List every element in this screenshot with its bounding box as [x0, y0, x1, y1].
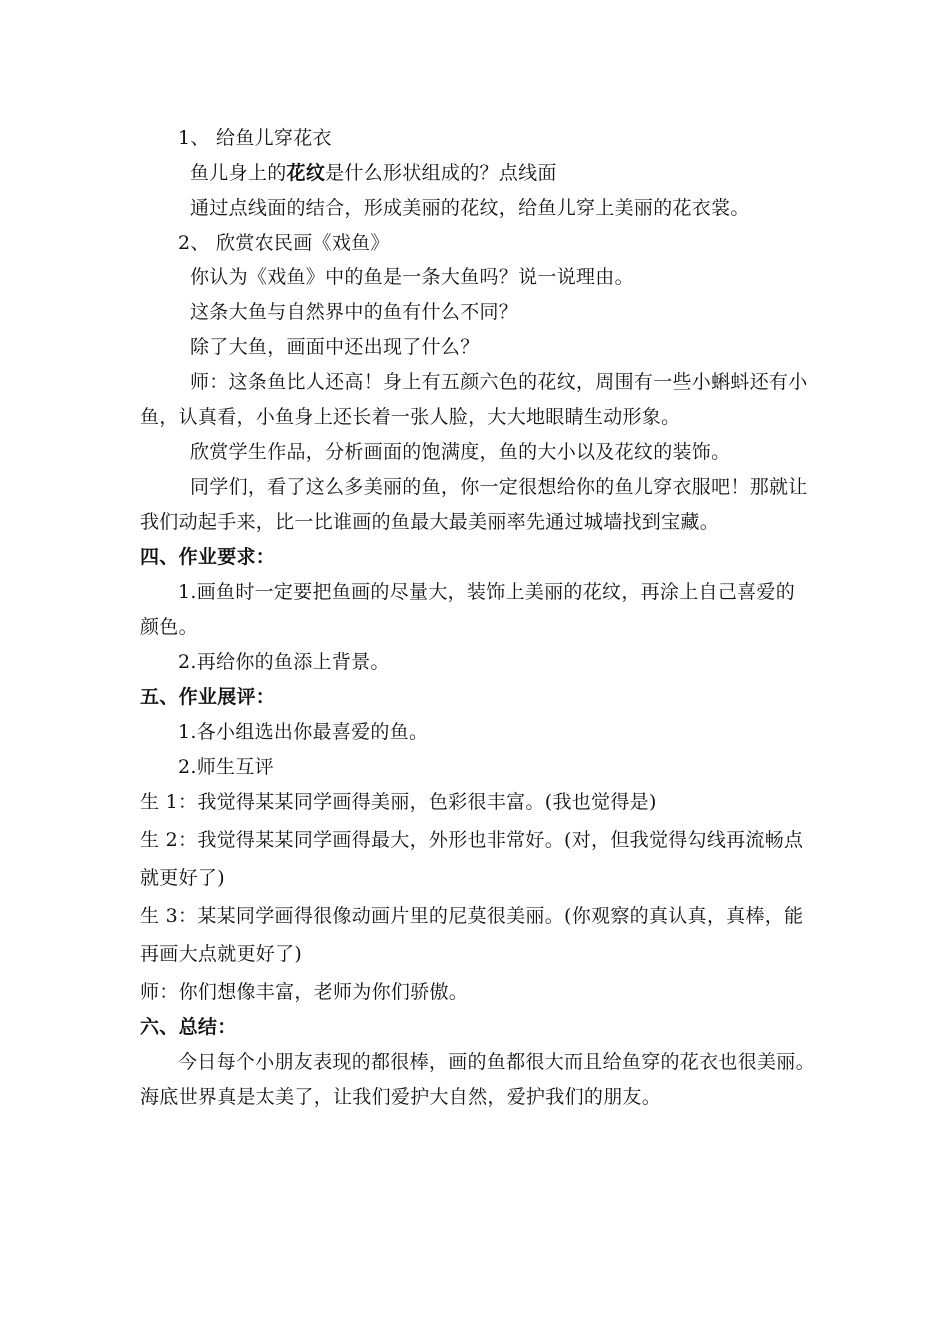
item-2-question-3: 除了大鱼，画面中还出现了什么？	[190, 336, 480, 358]
appreciation-paragraph: 欣赏学生作品，分析画面的饱满度，鱼的大小以及花纹的装饰。	[190, 441, 731, 463]
teacher-final-comment: 师：你们想像丰富，老师为你们骄傲。	[140, 981, 469, 1003]
encouragement-line-2: 我们动起手来，比一比谁画的鱼最大最美丽率先通过城墙找到宝藏。	[140, 511, 720, 533]
section-5-heading: 五、作业展评：	[140, 686, 276, 708]
student-2-comment-line-2: 就更好了)	[140, 867, 225, 889]
evaluation-2: 2.师生互评	[178, 756, 274, 778]
item-1-question-before: 鱼儿身上的	[190, 162, 287, 184]
requirement-1-line-2: 颜色。	[140, 616, 198, 638]
section-6-heading: 六、总结：	[140, 1016, 237, 1038]
summary-line-2: 海底世界真是太美了，让我们爱护大自然，爱护我们的朋友。	[140, 1086, 662, 1108]
student-2-comment-line-1: 生 2：我觉得某某同学画得最大，外形也非常好。(对，但我觉得勾线再流畅点	[140, 829, 804, 851]
item-1-question-after: 是什么形状组成的？点线面	[325, 162, 557, 184]
teacher-remark-line-2: 鱼，认真看，小鱼身上还长着一张人脸，大大地眼睛生动形象。	[140, 406, 681, 428]
item-2-question-1: 你认为《戏鱼》中的鱼是一条大鱼吗？说一说理由。	[190, 266, 634, 288]
item-2-heading: 2、 欣赏农民画《戏鱼》	[178, 232, 390, 254]
student-3-comment-line-1: 生 3：某某同学画得很像动画片里的尼莫很美丽。(你观察的真认真，真棒，能	[140, 905, 804, 927]
section-4-heading: 四、作业要求：	[140, 546, 276, 568]
evaluation-1: 1.各小组选出你最喜爱的鱼。	[178, 721, 429, 743]
student-3-comment-line-2: 再画大点就更好了)	[140, 943, 303, 965]
item-1-question-bold: 花纹	[286, 162, 326, 184]
item-1-question	[190, 161, 557, 185]
student-1-comment: 生 1：我觉得某某同学画得美丽，色彩很丰富。(我也觉得是)	[140, 791, 657, 813]
encouragement-line-1: 同学们，看了这么多美丽的鱼，你一定很想给你的鱼儿穿衣服吧！那就让	[190, 476, 808, 498]
requirement-2: 2.再给你的鱼添上背景。	[178, 651, 390, 673]
summary-line-1: 今日每个小朋友表现的都很棒，画的鱼都很大而且给鱼穿的花衣也很美丽。	[178, 1051, 815, 1073]
requirement-1-line-1: 1.画鱼时一定要把鱼画的尽量大，装饰上美丽的花纹，再涂上自己喜爱的	[178, 581, 796, 603]
item-1-answer: 通过点线面的结合，形成美丽的花纹，给鱼儿穿上美丽的花衣裳。	[190, 197, 750, 219]
teacher-remark-line-1: 师：这条鱼比人还高！身上有五颜六色的花纹，周围有一些小蝌蚪还有小	[190, 371, 808, 393]
item-2-question-2: 这条大鱼与自然界中的鱼有什么不同？	[190, 301, 519, 323]
item-1-heading: 1、 给鱼儿穿花衣	[178, 127, 332, 149]
